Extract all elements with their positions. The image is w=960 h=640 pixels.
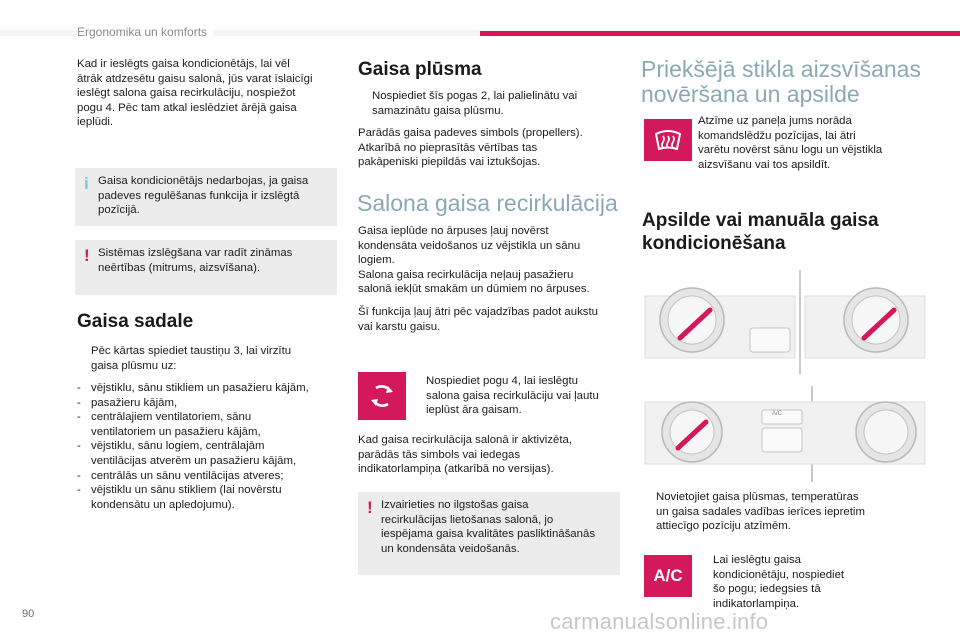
bullet-line: ieplūst āra gaisam.: [426, 404, 522, 417]
bullet-set-controls: [642, 490, 927, 534]
list-line: centrālās un sānu ventilācijas atveres;: [91, 469, 284, 482]
page-section-title: Ergonomika un komforts: [77, 25, 213, 39]
list-item: [77, 483, 342, 512]
warning-box-recirculation: [358, 492, 620, 575]
intro-paragraph: [77, 57, 342, 130]
warning-box-text: [98, 246, 329, 275]
warning-line: neērtības (mitrums, aizsvīšana).: [98, 261, 261, 274]
warning-line: Izvairieties no ilgstošas gaisa: [381, 499, 529, 511]
bullet-line: Lai ieslēgtu gaisa: [713, 554, 802, 566]
dash-mark: -: [77, 484, 81, 497]
para-line: kondensāta veidošanos uz vējstikla un sānu: [358, 239, 581, 252]
bullet-line: Nospiediet šīs pogas 2, lai palielinātu vai: [372, 90, 578, 102]
para-line: Atkarībā no pieprasītās vērtības tas: [358, 141, 538, 154]
list-line: ventilācijas atverēm un pasažieru kājām,: [91, 454, 297, 467]
bullet-line: indikatorlampiņa.: [713, 597, 800, 610]
bullet-line: Pēc kārtas spiediet taustiņu 3, lai virzītu: [91, 345, 292, 357]
bullet-line: attiecīgo pozīciju atzīmēm.: [656, 520, 791, 533]
distribution-list: [77, 381, 342, 512]
function-paragraph: [358, 305, 623, 334]
list-item: [77, 469, 342, 484]
warning-box: [75, 240, 337, 295]
heading-line: novēršana un apsilde: [641, 81, 860, 107]
para-line: Kad gaisa recirkulācija salonā ir aktivizēta,: [358, 434, 572, 446]
dash-mark: -: [77, 469, 81, 482]
para-line: komandslēdžu pozīcijas, lai ātri: [698, 129, 856, 142]
para-line: vai karstu gaisu.: [358, 320, 441, 333]
dash-mark: -: [77, 440, 81, 453]
warning-icon: !: [367, 498, 373, 517]
bullet-line: salona gaisa recirkulāciju vai ļautu: [426, 389, 599, 402]
info-icon: i: [84, 174, 89, 193]
bullet-line: kondicionētāju, nospiediet: [713, 568, 845, 581]
bullet-line: šo pogu; iedegsies tā: [713, 583, 821, 596]
para-line: salonā iekļūt smakām un dūmiem no ārpuses.: [358, 283, 590, 296]
defrost-paragraph: [698, 114, 923, 172]
list-line: centrālajiem ventilatoriem, sānu: [91, 411, 252, 424]
recirculation-paragraph: [358, 224, 623, 297]
bullet-line: Nospiediet pogu 4, lai ieslēgtu: [426, 375, 578, 387]
bullet-line: Novietojiet gaisa plūsmas, temperatūras: [656, 491, 859, 503]
bullet-line: samazinātu gaisa plūsmu.: [372, 104, 504, 117]
list-line: vējstiklu un sānu stikliem (lai novērstu: [91, 484, 282, 497]
info-box: [75, 168, 337, 226]
heading-line: Priekšējā stikla aizsvīšanas: [641, 56, 921, 82]
para-line: Salona gaisa recirkulācija neļauj pasažieru: [358, 268, 574, 281]
dash-mark: -: [77, 382, 81, 394]
list-item: [77, 410, 342, 439]
info-line: pozīcijā.: [98, 204, 140, 217]
list-line: kondensātu un apledojumu).: [91, 498, 235, 511]
warning-line: iespējama gaisa kvalitātes pasliktināšanās: [381, 528, 596, 541]
list-line: vējstiklu, sānu logiem, centrālajām: [91, 440, 265, 453]
air-flow-paragraph: [358, 126, 623, 170]
info-box-text: [98, 174, 329, 218]
bullet-air-flow: [358, 89, 623, 118]
intro-line: ieslēgt salona gaisa recirkulāciju, nospiežot: [77, 87, 296, 100]
para-line: varētu novērst sānu logu un vējstikla: [698, 144, 883, 157]
watermark: carmanualsonline.info: [550, 609, 769, 634]
heading-line: Apsilde vai manuāla gaisa: [642, 210, 879, 231]
heading-line: kondicionēšana: [642, 233, 786, 254]
ac-button-icon: A/C: [644, 555, 692, 597]
bullet-enable-ac: [699, 553, 924, 611]
warning-line: Sistēmas izslēgšana var radīt zināmas: [98, 247, 293, 259]
list-item: [77, 439, 342, 468]
para-line: pakāpeniski piepildās vai iztukšojas.: [358, 156, 541, 169]
bullet-recirculation: [412, 374, 622, 418]
para-line: parādās tās simbols vai iedegas: [358, 448, 521, 461]
panel-ac-label: A/C: [772, 411, 783, 417]
para-line: Gaisa ieplūde no ārpuses ļauj novērst: [358, 225, 549, 237]
bullet-line: un gaisa sadales vadības ierīces iepretim: [656, 505, 865, 518]
bullet-distribution: [77, 344, 342, 373]
control-panel-drawing: [640, 268, 930, 376]
dash-mark: -: [77, 411, 81, 424]
heading-gaisa-plusma: Gaisa plūsma: [358, 59, 482, 80]
control-panel-illustration-top: [640, 268, 930, 376]
para-line: Atzīme uz paneļa jums norāda: [698, 115, 852, 127]
control-panel-drawing: [640, 384, 930, 484]
list-item: [77, 381, 342, 396]
heading-heating-manual-ac: [642, 209, 879, 255]
windscreen-defrost-icon-box: [644, 119, 692, 161]
recirculation-active-paragraph: [358, 433, 623, 477]
warning-icon: !: [84, 246, 90, 265]
heading-salona-recirkulacija: Salona gaisa recirkulācija: [357, 190, 618, 216]
recirculation-button-icon: [358, 372, 406, 420]
info-line: padeves regulēšanas funkcija ir izslēgtā: [98, 189, 300, 202]
warning-line: recirkulācijas lietošanas salonā, jo: [381, 513, 554, 526]
heading-gaisa-sadale: Gaisa sadale: [77, 311, 194, 332]
intro-line: ieplūdi.: [77, 116, 114, 129]
para-line: Šī funkcija ļauj ātri pēc vajadzības padot aukstu: [358, 306, 598, 318]
bullet-line: gaisa plūsmu uz:: [91, 359, 177, 372]
warning-box-text: [381, 498, 612, 556]
list-item: [77, 396, 342, 411]
defrost-windscreen-icon: [653, 127, 683, 153]
heading-defrost: [641, 57, 921, 107]
dash-mark: -: [77, 396, 81, 409]
list-line: ventilatoriem un pasažieru kājām,: [91, 425, 261, 438]
list-line: vējstiklu, sānu stikliem un pasažieru kājām,: [91, 382, 309, 394]
header-accent-bar: [480, 31, 960, 36]
list-line: pasažieru kājām,: [91, 396, 178, 409]
info-line: Gaisa kondicionētājs nedarbojas, ja gaisa: [98, 175, 309, 187]
warning-line: un kondensāta veidošanās.: [381, 542, 520, 555]
para-line: aizsvīšanu vai tos apsildīt.: [698, 158, 831, 171]
para-line: logiem.: [358, 254, 395, 267]
intro-line: Kad ir ieslēgts gaisa kondicionētājs, lai vēl: [77, 58, 290, 70]
intro-line: ātrāk atdzesētu gaisu salonā, jūs varat īslaicīgi: [77, 72, 313, 85]
page-number: 90: [22, 608, 35, 620]
para-line: indikatorlampiņa (atkarībā no versijas).: [358, 463, 554, 476]
control-panel-illustration-bottom: [640, 384, 930, 484]
recirculation-arrows-icon: [368, 382, 396, 410]
intro-line: pogu 4. Pēc tam atkal ieslēdziet ārējā gaisa: [77, 101, 297, 114]
para-line: Parādās gaisa padeves simbols (propellers).: [358, 127, 583, 139]
